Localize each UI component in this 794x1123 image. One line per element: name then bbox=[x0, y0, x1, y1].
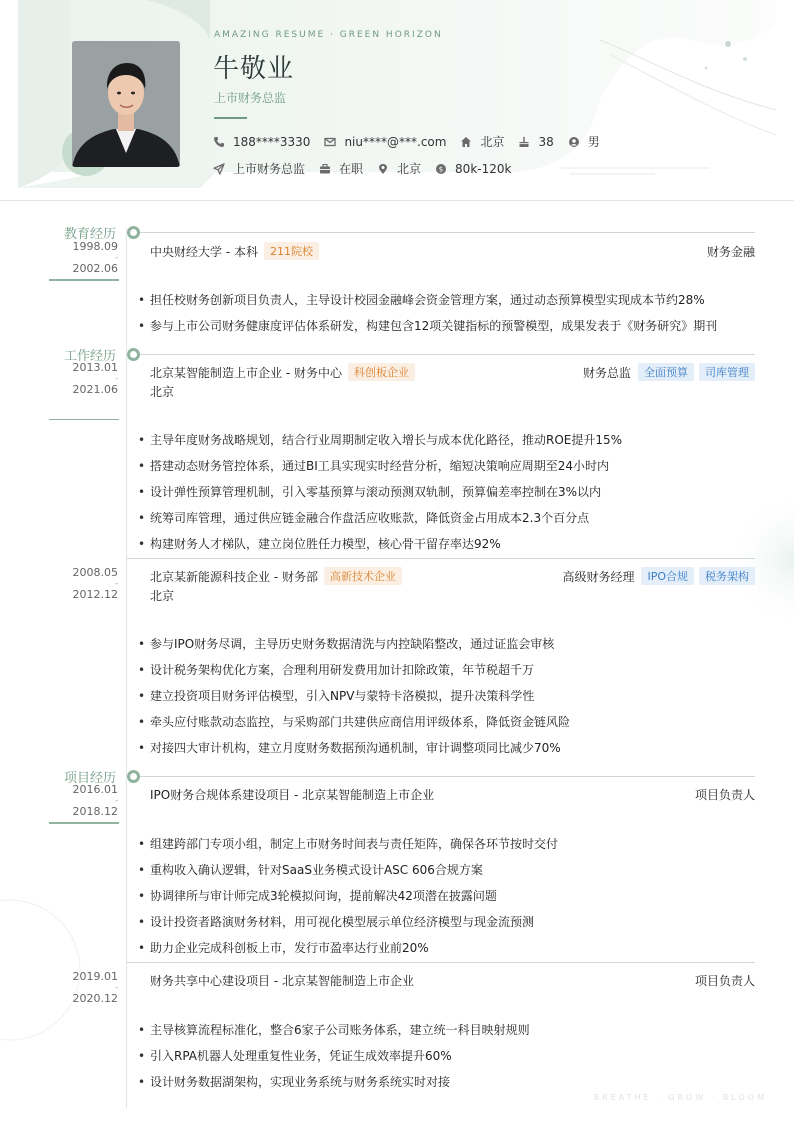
timeline-line bbox=[126, 228, 127, 1108]
salary-icon bbox=[435, 163, 447, 175]
education-entry-header bbox=[150, 242, 755, 260]
company-name: 北京某新能源科技企业 - 财务部 bbox=[150, 569, 318, 584]
email-value: niu****@***.com bbox=[344, 134, 447, 149]
skill-tag: 全面预算 bbox=[638, 363, 694, 381]
skill-tag: IPO合规 bbox=[641, 567, 694, 585]
work-bullet: • 对接四大审计机构，建立月度财务数据预沟通机制，审计调整项同比减少70% bbox=[138, 739, 561, 756]
major: 财务金融 bbox=[706, 244, 755, 259]
contact-age bbox=[518, 135, 553, 149]
project-role: 项目负责人 bbox=[694, 788, 755, 802]
project-bullet: • 组建跨部门专项小组，制定上市财务时间表与责任矩阵，确保各环节按时交付 bbox=[138, 835, 558, 852]
entry-divider bbox=[140, 354, 755, 355]
project-bullet: • 设计财务数据湖架构，实现业务系统与财务系统实时对接 bbox=[138, 1073, 450, 1090]
school-tag: 211院校 bbox=[264, 242, 319, 260]
contact-gender bbox=[568, 133, 600, 150]
work-date: 2008.05 - 2012.12 bbox=[72, 566, 118, 601]
footer-watermark: BREATHE · GROW · BLOOM bbox=[593, 1093, 767, 1102]
candidate-name: 牛敬业 bbox=[213, 54, 295, 84]
work-bullet: • 设计弹性预算管理机制，引入零基预算与滚动预测双轨制，预算偏差率控制在3%以内 bbox=[138, 483, 601, 500]
project-bullet: • 主导核算流程标准化，整合6家子公司账务体系，建立统一科目映射规则 bbox=[138, 1021, 530, 1038]
project-name: 财务共享中心建设项目 - 北京某智能制造上市企业 bbox=[150, 974, 414, 988]
education-bullet: • 参与上市公司财务健康度评估体系研发，构建包含12项关键指标的预警模型，成果发表于《财务研究》期刊 bbox=[138, 317, 717, 334]
timeline-node bbox=[127, 770, 140, 783]
job-intent-row bbox=[213, 160, 525, 177]
work-bullet: • 牵头应付账款动态监控，与采购部门共建供应商信用评级体系，降低资金链风险 bbox=[138, 713, 570, 730]
cake-icon bbox=[518, 136, 530, 148]
job-status-value: 在职 bbox=[339, 162, 364, 176]
project-date: 2019.01 - 2020.12 bbox=[72, 970, 118, 1005]
date-underline bbox=[49, 419, 119, 420]
job-role: 财务总监 bbox=[582, 365, 631, 380]
work-location: 北京 bbox=[150, 589, 175, 603]
mail-icon bbox=[324, 136, 336, 148]
home-icon bbox=[460, 136, 472, 148]
header-divider bbox=[0, 200, 794, 201]
company-tag: 科创板企业 bbox=[348, 363, 415, 381]
work-bullet: • 参与IPO财务尽调，主导历史财务数据清洗与内控缺陷整改，通过证监会审核 bbox=[138, 635, 554, 652]
phone-value: 188****3330 bbox=[233, 134, 311, 149]
job-location-value: 北京 bbox=[397, 162, 422, 176]
project-bullet: • 重构收入确认逻辑，针对SaaS业务模式设计ASC 606合规方案 bbox=[138, 861, 483, 878]
timeline-node bbox=[127, 348, 140, 361]
title-underline bbox=[214, 117, 247, 119]
job-role: 高级财务经理 bbox=[562, 569, 635, 584]
work-entry-header bbox=[150, 363, 755, 381]
job-status bbox=[319, 160, 363, 177]
skill-tag: 税务架构 bbox=[699, 567, 755, 585]
svg-text:$: $ bbox=[438, 165, 444, 174]
section-title-work: 工作经历 bbox=[63, 349, 116, 364]
project-bullet: • 设计投资者路演财务材料，用可视化模型展示单位经济模型与现金流预测 bbox=[138, 913, 534, 930]
entry-divider bbox=[127, 962, 755, 963]
project-name: IPO财务合规体系建设项目 - 北京某智能制造上市企业 bbox=[150, 788, 435, 802]
job-position bbox=[213, 160, 305, 177]
entry-divider bbox=[127, 558, 755, 559]
avatar-photo bbox=[72, 41, 180, 167]
contact-row bbox=[213, 133, 614, 150]
project-bullet: • 引入RPA机器人处理重复性业务，凭证生成效率提升60% bbox=[138, 1047, 452, 1064]
work-location: 北京 bbox=[150, 385, 175, 399]
eyebrow-text: AMAZING RESUME · GREEN HORIZON bbox=[214, 30, 443, 40]
date-underline bbox=[49, 822, 119, 824]
gender-icon bbox=[568, 136, 580, 148]
briefcase-icon bbox=[319, 163, 331, 175]
project-entry-header bbox=[150, 972, 755, 989]
contact-phone bbox=[213, 135, 310, 149]
timeline-node bbox=[127, 226, 140, 239]
education-bullet: • 担任校财务创新项目负责人，主导设计校园金融峰会资金管理方案，通过动态预算模型实现成本节约28% bbox=[138, 291, 705, 308]
phone-icon bbox=[213, 136, 225, 148]
company-name: 北京某智能制造上市企业 - 财务中心 bbox=[150, 365, 342, 380]
job-salary-value: 80k-120k bbox=[455, 161, 512, 176]
contact-email bbox=[324, 135, 446, 149]
city-value: 北京 bbox=[480, 135, 505, 149]
job-location bbox=[377, 160, 421, 177]
job-salary bbox=[435, 162, 511, 176]
project-bullet: • 助力企业完成科创板上市，发行市盈率达行业前20% bbox=[138, 939, 429, 956]
work-date: 2013.01 - 2021.06 bbox=[72, 361, 118, 396]
project-role: 项目负责人 bbox=[694, 974, 755, 988]
work-bullet: • 设计税务架构优化方案，合理利用研发费用加计扣除政策，年节税超千万 bbox=[138, 661, 534, 678]
candidate-title: 上市财务总监 bbox=[214, 91, 287, 105]
gender-value: 男 bbox=[587, 135, 600, 149]
education-date: 1998.09 - 2002.06 bbox=[72, 240, 118, 275]
contact-city bbox=[460, 133, 504, 150]
job-position-value: 上市财务总监 bbox=[233, 162, 306, 176]
section-title-education: 教育经历 bbox=[63, 227, 116, 242]
send-icon bbox=[213, 163, 225, 175]
work-bullet: • 建立投资项目财务评估模型，引入NPV与蒙特卡洛模拟，提升决策科学性 bbox=[138, 687, 534, 704]
project-date: 2016.01 - 2018.12 bbox=[72, 783, 118, 818]
work-bullet: • 搭建动态财务管控体系，通过BI工具实现实时经营分析，缩短决策响应周期至24小时内 bbox=[138, 457, 609, 474]
entry-divider bbox=[140, 776, 755, 777]
entry-divider bbox=[140, 232, 755, 233]
work-entry-header bbox=[150, 567, 755, 585]
company-tag: 高新技术企业 bbox=[324, 567, 402, 585]
section-title-projects: 项目经历 bbox=[63, 771, 116, 786]
work-bullet: • 构建财务人才梯队，建立岗位胜任力模型，核心骨干留存率达92% bbox=[138, 535, 501, 552]
work-bullet: • 主导年度财务战略规划，结合行业周期制定收入增长与成本优化路径，推动ROE提升15% bbox=[138, 431, 622, 448]
project-bullet: • 协调律所与审计师完成3轮模拟问询，提前解决42项潜在披露问题 bbox=[138, 887, 497, 904]
project-entry-header bbox=[150, 786, 755, 803]
date-underline bbox=[49, 279, 119, 281]
work-bullet: • 统筹司库管理，通过供应链金融合作盘活应收账款，降低资金占用成本2.3个百分点 bbox=[138, 509, 589, 526]
location-icon bbox=[377, 163, 389, 175]
skill-tag: 司库管理 bbox=[699, 363, 755, 381]
school-name: 中央财经大学 - 本科 bbox=[150, 244, 258, 259]
age-value: 38 bbox=[538, 134, 554, 149]
